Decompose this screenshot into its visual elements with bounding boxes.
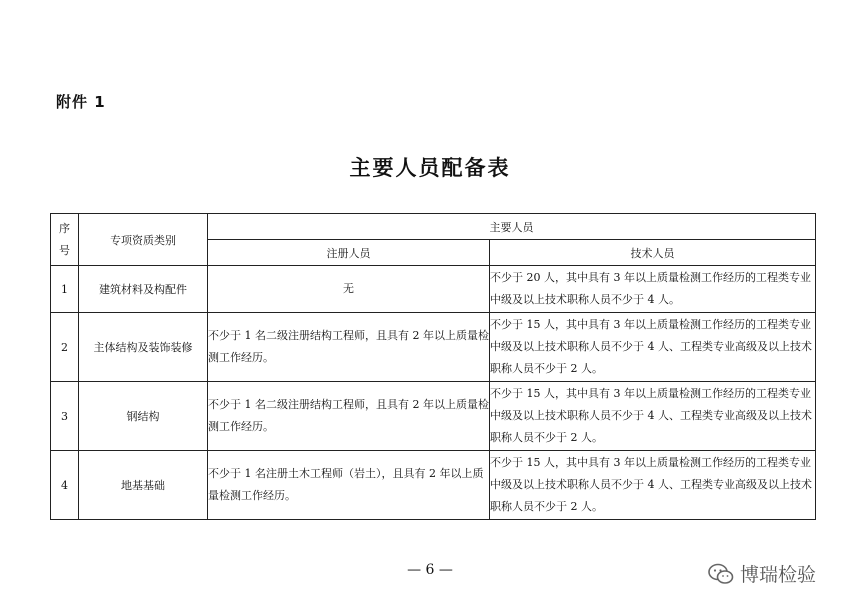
row-technical: 不少于 15 人，其中具有 3 年以上质量检测工作经历的工程类专业中级及以上技术职称人员不少于 4 人、工程类专业高级及以上技术职称人员不少于 2 人。: [490, 313, 816, 382]
row-category: 钢结构: [79, 382, 208, 451]
row-registered: 不少于 1 名二级注册结构工程师，且具有 2 年以上质量检测工作经历。: [208, 382, 490, 451]
header-technical: 技术人员: [490, 240, 816, 266]
row-registered: 不少于 1 名二级注册结构工程师，且具有 2 年以上质量检测工作经历。: [208, 313, 490, 382]
row-technical: 不少于 15 人，其中具有 3 年以上质量检测工作经历的工程类专业中级及以上技术职称人员不少于 4 人、工程类专业高级及以上技术职称人员不少于 2 人。: [490, 451, 816, 520]
table-row: [51, 313, 816, 382]
header-main-staff: 主要人员: [208, 214, 816, 240]
page-number: — 6 —: [407, 562, 453, 578]
row-category: 地基基础: [79, 451, 208, 520]
row-seq: 2: [51, 313, 79, 382]
header-registered: 注册人员: [208, 240, 490, 266]
table-row: [51, 451, 816, 520]
row-registered: 无: [208, 266, 490, 313]
row-seq: 4: [51, 451, 79, 520]
table-row: [51, 266, 816, 313]
table-row: [51, 382, 816, 451]
watermark: [708, 560, 816, 587]
row-technical: 不少于 15 人，其中具有 3 年以上质量检测工作经历的工程类专业中级及以上技术职称人员不少于 4 人、工程类专业高级及以上技术职称人员不少于 2 人。: [490, 382, 816, 451]
wechat-icon: [708, 563, 734, 585]
header-category: 专项资质类别: [79, 214, 208, 266]
row-category: 主体结构及装饰装修: [79, 313, 208, 382]
watermark-text: 博瑞检验: [740, 564, 817, 586]
row-registered: 不少于 1 名注册土木工程师（岩土），且具有 2 年以上质量检测工作经历。: [208, 451, 490, 520]
row-technical: 不少于 20 人，其中具有 3 年以上质量检测工作经历的工程类专业中级及以上技术职称人员不少于 4 人。: [490, 266, 816, 313]
row-category: 建筑材料及构配件: [79, 266, 208, 313]
table-header-row: [51, 214, 816, 240]
row-seq: 3: [51, 382, 79, 451]
attachment-label: 附件 1: [56, 93, 106, 111]
header-seq: 序号: [51, 214, 79, 266]
row-seq: 1: [51, 266, 79, 313]
page-title: 主要人员配备表: [349, 156, 511, 180]
staff-table: [50, 213, 816, 520]
